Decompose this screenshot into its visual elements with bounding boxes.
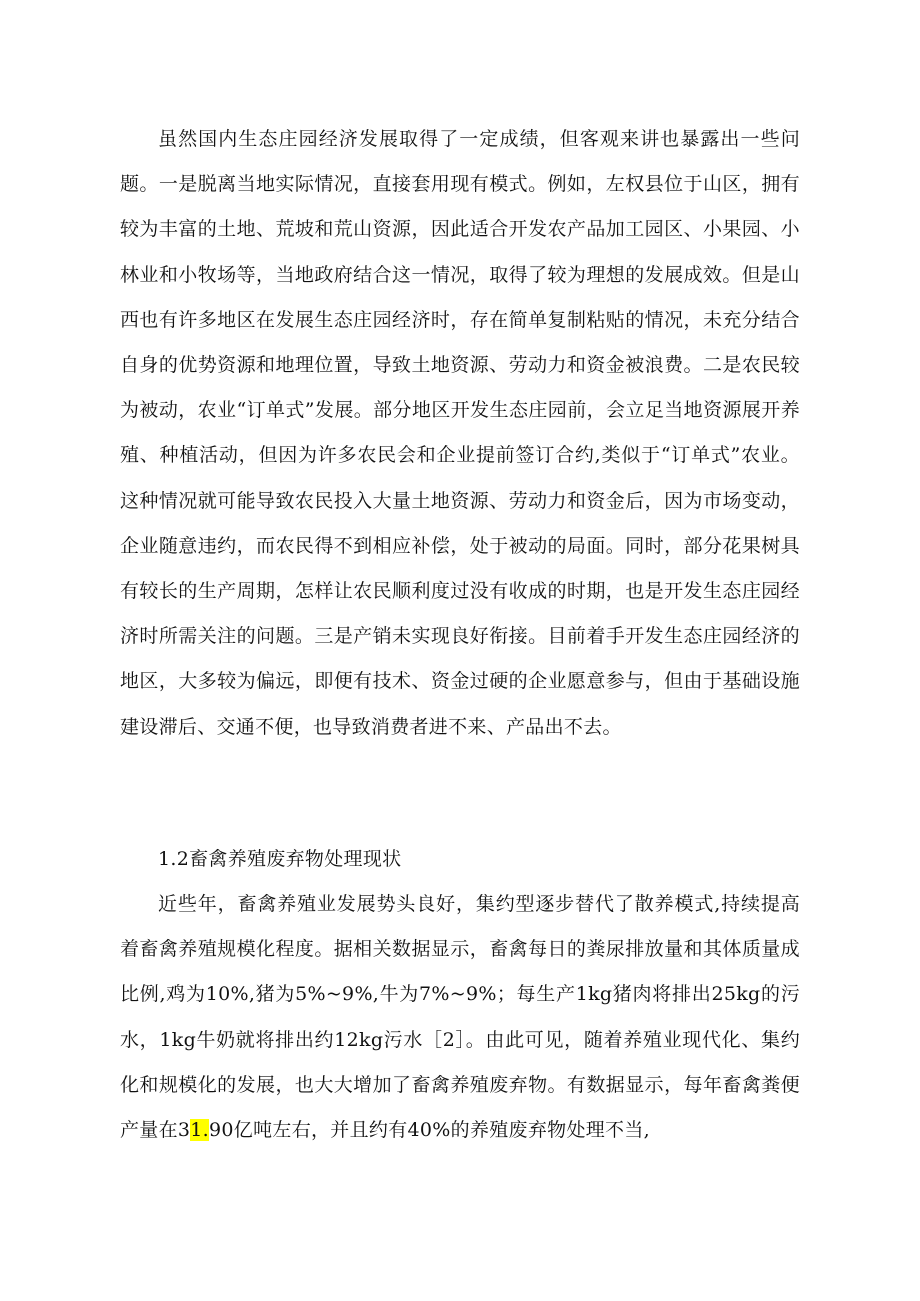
section-heading: 1.2畜禽养殖废弃物处理现状 (158, 848, 402, 870)
highlighted-text: 1. (190, 1119, 210, 1142)
paragraph-text-after-highlight: 90亿吨左右，并且约有40%的养殖废弃物处理不当, (209, 1119, 650, 1142)
paragraph-text-before-highlight: 近些年，畜禽养殖业发展势头良好，集约型逐步替代了散养模式,持续提高着畜禽养殖规模化程度。据相关数据显示，畜禽每日的粪尿排放量和其体质量成比例,鸡为10%,猪为5%~9%,牛为7%~9%；每生产1kg猪肉将排出25kg的污水，1kg牛奶就将排出约12kg污水［2］。由此可见，随着养殖业现代化、集约化和规模化的发展，也大大增加了畜禽养殖废弃物。有数据显示，每年畜禽粪便产量在3 (120, 893, 800, 1142)
body-paragraph-2 (120, 882, 800, 1153)
body-paragraph: 虽然国内生态庄园经济发展取得了一定成绩，但客观来讲也暴露出一些问题。一是脱离当地实际情况，直接套用现有模式。例如，左权县位于山区，拥有较为丰富的土地、荒坡和荒山资源，因此适合开发农产品加工园区、小果园、小林业和小牧场等，当地政府结合这一情况，取得了较为理想的发展成效。但是山西也有许多地区在发展生态庄园经济时，存在简单复制粘贴的情况，未充分结合自身的优势资源和地理位置，导致土地资源、劳动力和资金被浪费。二是农民较为被动，农业“订单式”发展。部分地区开发生态庄园前，会立足当地资源展开养殖、种植活动，但因为许多农民会和企业提前签订合约,类似于“订单式”农业。这种情况就可能导致农民投入大量土地资源、劳动力和资金后，因为市场变动，企业随意违约，而农民得不到相应补偿，处于被动的局面。同时，部分花果树具有较长的生产周期，怎样让农民顺利度过没有收成的时期，也是开发生态庄园经济时所需关注的问题。三是产销未实现良好衔接。目前着手开发生态庄园经济的地区，大多较为偏远，即便有技术、资金过硬的企业愿意参与，但由于基础设施建设滞后、交通不便，也导致消费者进不来、产品出不去。 (120, 128, 800, 738)
